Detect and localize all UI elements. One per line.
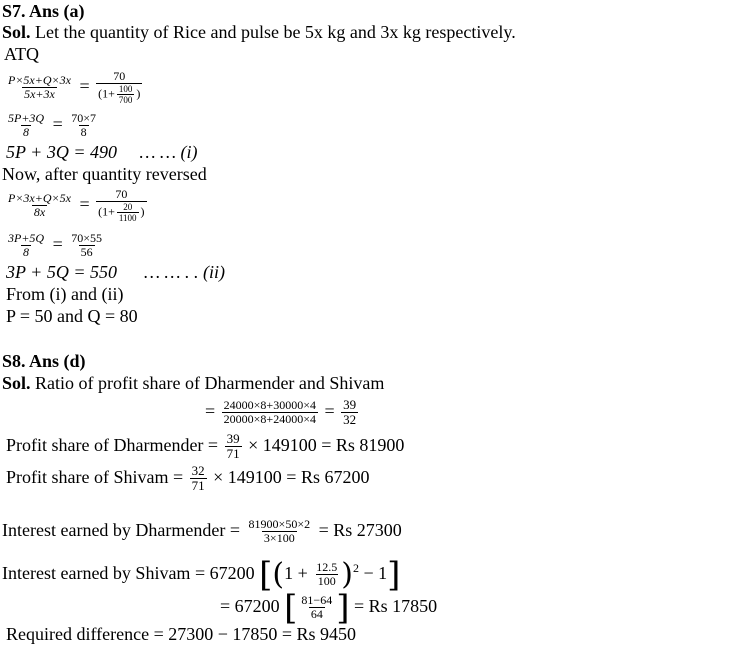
s7-eq4-rhs: 70 (1+ $\frac{20}{1100}$ )	[98, 187, 145, 224]
s8-interest-shivam-2: = 67200 [ $\frac{81-64}{64}$ ] = Rs 17850	[220, 587, 438, 628]
s7-eq5-rhs: $\frac{70\times 55}{56}$	[71, 231, 103, 260]
s8-interest-shivam: Interest earned by Shivam = 67200 [(1 + $\frac{12.5}{100}$ )$^2$ − 1]	[2, 554, 401, 595]
s7-sol-line	[2, 22, 516, 42]
s8-heading: S8. Ans (d)	[2, 351, 86, 371]
s8-interest-dharmender: Interest earned by Dharmender = $\frac{81900\times 50\times 2}{3\times 100}$ = Rs 27300	[2, 517, 402, 546]
s7-eq4: $\frac{P\times 3x+Q\times 5x}{8x}$ = 70 (1+ $\frac{20}{1100}$ )	[8, 187, 145, 224]
s7-eq1: $\frac{P\times 5x+Q\times 3x}{5x+3x}$ = 70 (1+ $\frac{100}{700}$ )	[8, 69, 141, 106]
s7-sol-label: Sol.	[2, 22, 31, 42]
s8-ratio: = $\frac{24000\times 8+30000\times 4}{20000\times 8+24000\times 4}$ = $\frac{39}{32}$	[205, 397, 357, 428]
s7-eq3: 5P + 3Q = 490 … … (i)	[6, 142, 198, 162]
s8-ratio-result: $\frac{39}{32}$	[343, 397, 357, 428]
s8-sol-text: Ratio of profit share of Dharmender and Shivam	[30, 373, 385, 393]
s8-profit-shivam: Profit share of Shivam = $\frac{32}{71}$ × 149100 = Rs 67200	[6, 463, 370, 494]
s7-result: P = 50 and Q = 80	[6, 306, 138, 326]
s7-eq1-rhs: 70 (1+ $\frac{100}{700}$ )	[98, 69, 141, 106]
s7-eq4-lhs: $\frac{P\times 3x+Q\times 5x}{8x}$	[8, 191, 71, 220]
s7-reversed: Now, after quantity reversed	[2, 164, 207, 184]
s8-is2-frac: $\frac{81-64}{64}$	[301, 593, 333, 622]
s8-sol-line	[2, 373, 384, 393]
s7-sol-text: Let the quantity of Rice and pulse be 5x kg and 3x kg respectively.	[30, 22, 516, 42]
s7-from: From (i) and (ii)	[6, 284, 124, 304]
s7-eq5: $\frac{3P+5Q}{8}$ = $\frac{70\times 55}{56}$	[8, 231, 103, 260]
s8-difference: Required difference = 27300 − 17850 = Rs 9450	[6, 624, 357, 644]
s7-eq2-rhs: $\frac{70\times 7}{8}$	[71, 111, 97, 140]
s7-eq2-lhs: $\frac{5P+3Q}{8}$	[8, 111, 45, 140]
s8-is-frac: $\frac{12.5}{100}$	[316, 560, 338, 589]
s8-pd-frac: $\frac{39}{71}$	[226, 431, 240, 462]
s8-ps-frac: $\frac{32}{71}$	[191, 463, 205, 494]
s7-eq5-lhs: $\frac{3P+5Q}{8}$	[8, 231, 45, 260]
s8-sol-label: Sol.	[2, 373, 31, 393]
s7-eq1-lhs: $\frac{P\times 5x+Q\times 3x}{5x+3x}$	[8, 73, 71, 102]
s8-id-frac: $\frac{81900\times 50\times 2}{3\times 100}$	[248, 517, 311, 546]
s7-atq: ATQ	[4, 44, 39, 64]
s8-profit-dharmender: Profit share of Dharmender = $\frac{39}{71}$ × 149100 = Rs 81900	[6, 431, 405, 462]
s7-eq2: $\frac{5P+3Q}{8}$ = $\frac{70\times 7}{8}$	[8, 111, 97, 140]
s7-eq6: 3P + 5Q = 550 … … . . (ii)	[6, 262, 225, 282]
s8-ratio-expr: $\frac{24000\times 8+30000\times 4}{20000\times 8+24000\times 4}$	[223, 398, 316, 427]
s7-heading: S7. Ans (a)	[2, 1, 85, 21]
